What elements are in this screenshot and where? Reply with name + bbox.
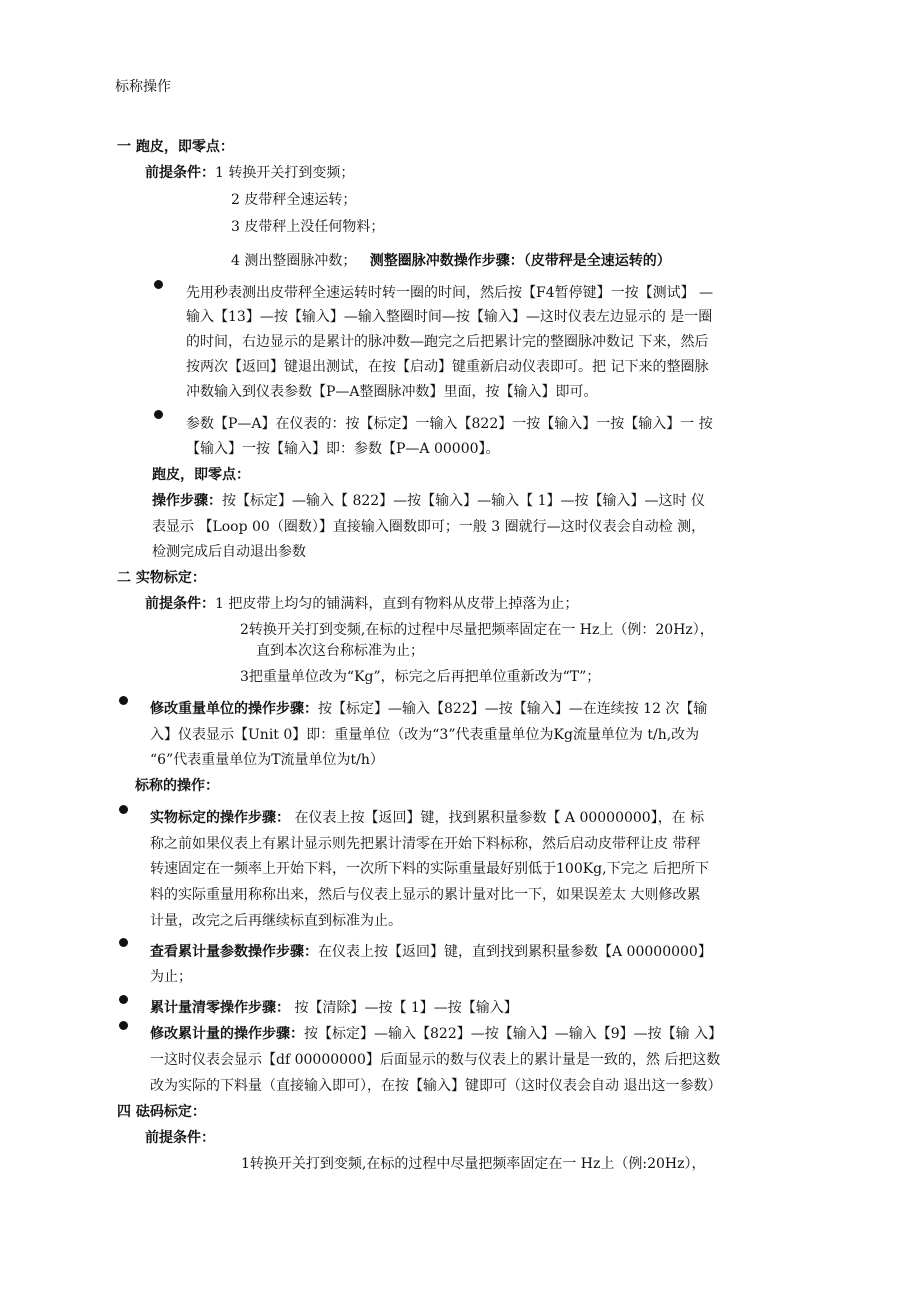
s1-pre-label: 前提条件：	[145, 165, 215, 181]
s1-sub-heading: 跑皮，即零点：	[152, 467, 250, 483]
s1-op-line-1: 按【标定】—输入【 822】—按【输入】—输入【 1】—按【输入】—这时 仪	[222, 493, 705, 509]
s1-cond-3: 3 皮带秤上没任何物料；	[231, 219, 385, 235]
s1-op-line-3: 检测完成后自动退出参数	[152, 544, 306, 560]
s2-clear-text: 按【清除】—按【 1】—按【输入】	[290, 1000, 518, 1016]
s2-unit-line-2: 入】仪表显示【Unit 0】即：重量单位（改为“3”代表重量单位为Kg流量单位为 t/h,改为	[150, 727, 700, 743]
s2-modify-title: 修改累计量的操作步骤：	[150, 1026, 304, 1042]
s2-view-line-1: 在仪表上按【返回】键，直到找到累积量参数【A 00000000】	[318, 944, 712, 960]
section-2-heading: 二 实物标定：	[117, 570, 206, 586]
s2-cond-2a: 2转换开关打到变频,在标的过程中尽量把频率固定在一 Hz上（例：20Hz），	[240, 622, 714, 638]
s2-modify-line-1: 按【标定】—输入【822】—按【输入】—输入【9】—按【输 入】	[304, 1026, 723, 1042]
s2-cond-3: 3把重量单位改为“Kg”，标完之后再把单位重新改为“T”；	[240, 669, 601, 685]
s1-cond-1: 1 转换开关打到变频；	[215, 165, 355, 181]
s2-view-title: 查看累计量参数操作步骤：	[150, 944, 318, 960]
s1-cond-4: 4 测出整圈脉冲数；	[231, 253, 357, 269]
s1-b2-line-2: 【输入】一按【输入】即：参数【P—A 00000】。	[186, 441, 500, 457]
bullet-icon	[119, 696, 128, 705]
s2-unit-line-3: “6”代表重量单位为T流量单位为t/h）	[150, 752, 384, 768]
s2-real-line-4: 料的实际重量用称称出来，然后与仪表上显示的累计量对比一下，如果误差太 大则修改累	[150, 887, 701, 903]
s2-unit-row-1	[150, 698, 707, 720]
s1-pre-row	[145, 162, 354, 184]
bullet-icon	[119, 995, 128, 1004]
s1-op-row-1	[152, 490, 705, 512]
s1-b1-line-2: 输入【13】—按【输入】—输入整圈时间—按【输入】—这时仪表左边显示的 是一圈	[186, 309, 713, 325]
s4-cond-1: 1转换开关打到变频,在标的过程中尽量把频率固定在一 Hz上（例:20Hz），	[241, 1156, 706, 1172]
s2-modify-line-2: 一这时仪表会显示【df 00000000】后面显示的数与仪表上的累计量是一致的，然 后把这数	[150, 1052, 721, 1068]
s2-real-line-2: 称之前如果仪表上有累计显示则先把累计清零在开始下料标称，然后启动皮带秤让皮 带秤	[150, 836, 701, 852]
s2-real-line-3: 转速固定在一频率上开始下料，一次所下料的实际重量最好别低于100Kg,下完之 后把所下	[150, 861, 710, 877]
s2-modify-line-3: 改为实际的下料量（直接输入即可），在按【输入】键即可（这时仪表会自动 退出这一参数）	[150, 1078, 722, 1094]
s2-unit-line-1: 按【标定】—输入【822】—按【输入】—在连续按 12 次【输	[318, 701, 708, 717]
s2-pre-label: 前提条件：	[145, 596, 215, 612]
s2-pre-row	[145, 593, 578, 615]
s2-cal-heading: 标称的操作：	[135, 778, 219, 794]
s1-cond-2: 2 皮带秤全速运转；	[231, 192, 357, 208]
bullet-icon	[154, 410, 163, 419]
s2-cond-1: 1 把皮带上均匀的铺满料，直到有物料从皮带上掉落为止；	[215, 596, 579, 612]
s2-clear-row	[150, 997, 518, 1019]
s1-b1-line-5: 冲数输入到仪表参数【P—A整圈脉冲数】里面，按【输入】即可。	[186, 384, 598, 400]
s2-view-row-1	[150, 941, 712, 963]
bullet-icon	[154, 280, 163, 289]
s1-b1-line-3: 的时间，右边显示的是累计的脉冲数—跑完之后把累计完的整圈脉冲数记 下来，然后	[186, 334, 709, 350]
s1-op-line-2: 表显示 【Loop 00（圈数）】直接输入圈数即可；一般 3 圈就行—这时仪表会自动检 测，	[152, 519, 706, 535]
s1-op-label: 操作步骤：	[152, 493, 222, 509]
s4-pre-label: 前提条件：	[145, 1130, 215, 1146]
s2-clear-title: 累计量清零操作步骤：	[150, 1000, 290, 1016]
s1-b1-line-4: 按两次【返回】键退出测试，在按【启动】键重新启动仪表即可。把 记下来的整圈脉	[186, 359, 709, 375]
bullet-icon	[119, 1021, 128, 1030]
s1-b2-line-1: 参数【P—A】在仪表的：按【标定】一输入【822】一按【输入】一按【输入】一 按	[186, 416, 713, 432]
s1-cond-4-row	[231, 250, 671, 272]
bullet-icon	[119, 938, 128, 947]
s2-real-line-5: 计量，改完之后再继续标直到标准为止。	[150, 913, 402, 929]
s1-steps-title: 测整圈脉冲数操作步骤：（皮带秤是全速运转的）	[369, 253, 671, 269]
s2-real-row-1	[150, 807, 704, 829]
s2-modify-row-1	[150, 1023, 722, 1045]
section-1-heading: 一 跑皮，即零点：	[117, 139, 234, 155]
s1-b1-line-1: 先用秒表测出皮带秤全速运转时转一圈的时间，然后按【F4暂停键】一按【测试】 —	[186, 285, 714, 301]
section-4-heading: 四 砝码标定：	[117, 1104, 206, 1120]
bullet-icon	[119, 805, 128, 814]
page-title: 标称操作	[115, 79, 171, 95]
s2-cond-2b: 直到本次这台称标准为止；	[256, 643, 424, 659]
s2-real-title: 实物标定的操作步骤：	[150, 810, 290, 826]
s2-unit-title: 修改重量单位的操作步骤：	[150, 701, 318, 717]
s2-real-line-1: 在仪表上按【返回】键，找到累积量参数【 A 00000000】，在 标	[290, 810, 705, 826]
s2-view-line-2: 为止；	[150, 969, 192, 985]
